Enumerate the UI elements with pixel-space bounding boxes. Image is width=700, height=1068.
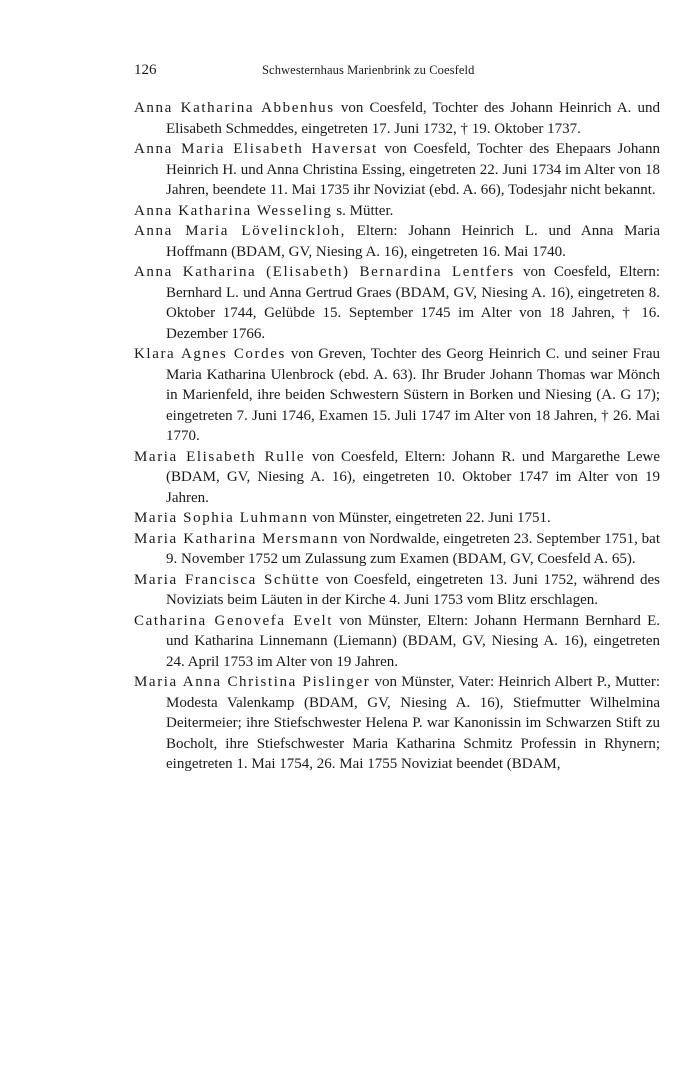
list-item bbox=[134, 611, 660, 673]
list-item bbox=[134, 508, 660, 529]
entry-text: von Greven, Tochter des Georg Heinrich C. und seiner Frau Maria Katharina Ulenbrock (ebd. A. 63). Ihr Bruder Johann Thomas war Mönch in Marienfeld, ihre beiden Schwestern Süstern in Borken und Niesing (A. G 17); eingetreten 7. Juni 1746, Examen 15. Juli 1747 im Alter von 18 Jahren, † 26. Mai 1770. bbox=[166, 346, 661, 444]
entry-text: von Coesfeld, Tochter des Ehepaars Johann Heinrich H. und Anna Christina Essing, eingetreten 22. Juni 1734 im Alter von 18 Jahren, beendete 11. Mai 1735 ihr Noviziat (ebd. A. 66), Todesjahr nicht bekannt. bbox=[166, 141, 660, 198]
entry-list bbox=[134, 98, 660, 775]
entry-name: Anna Maria Elisabeth Haversat bbox=[134, 141, 378, 157]
entry-text: von Coesfeld, eingetreten 13. Juni 1752, während des Noviziats beim Läuten in der Kirche 4. Juni 1753 vom Blitz erschlagen. bbox=[166, 571, 660, 608]
entry-name: Anna Maria Lövelinckloh, bbox=[134, 223, 346, 239]
page-number: 126 bbox=[134, 62, 157, 78]
entry-text: s. Mütter. bbox=[332, 202, 394, 219]
page-header bbox=[134, 60, 660, 80]
entry-text: von Coesfeld, Tochter des Johann Heinrich A. und Elisabeth Schmeddes, eingetreten 17. Juni 1732, † 19. Oktober 1737. bbox=[166, 100, 660, 137]
entry-text: von Münster, Vater: Heinrich Albert P., Mutter: Modesta Valenkamp (BDAM, GV, Niesing A. 16), Stiefmutter Wilhelmina Deitermeier; ihre Stiefschwester Helena P. war Kanonissin im Schwarzen Stift zu Bocholt, ihre Stiefschwester Maria Katharina Schmitz Professin in Rhynern; eingetreten 1. Mai 1754, 26. Mai 1755 Noviziat beendet (BDAM, bbox=[166, 674, 660, 772]
list-item bbox=[134, 447, 660, 509]
list-item bbox=[134, 529, 660, 570]
list-item bbox=[134, 201, 660, 222]
list-item bbox=[134, 672, 660, 775]
entry-name: Maria Francisca Schütte bbox=[134, 571, 321, 588]
entry-text: von Coesfeld, Eltern: Bernhard L. und Anna Gertrud Graes (BDAM, GV, Niesing A. 16), eingetreten 8. Oktober 1744, Gelübde 15. September 1745 im Alter von 18 Jahren, † 16. Dezember 1766. bbox=[166, 264, 660, 342]
entry-name: Maria Katharina Mersmann bbox=[134, 530, 340, 547]
entry-text: von Münster, Eltern: Johann Hermann Bernhard E. und Katharina Linnemann (Liemann) (BDAM, GV, Niesing A. 16), eingetreten 24. April 1753 im Alter von 19 Jahren. bbox=[166, 612, 660, 670]
list-item bbox=[134, 98, 660, 139]
running-title: Schwesternhaus Marienbrink zu Coesfeld bbox=[262, 63, 475, 77]
list-item bbox=[134, 139, 660, 201]
list-item bbox=[134, 221, 660, 262]
entry-name: Maria Sophia Luhmann bbox=[134, 510, 309, 526]
list-item bbox=[134, 262, 660, 344]
entry-text: von Nordwalde, eingetreten 23. September 1751, bat 9. November 1752 um Zulassung zum Examen (BDAM, GV, Coesfeld A. 65). bbox=[166, 530, 660, 567]
entry-name: Catharina Genovefa Evelt bbox=[134, 612, 334, 629]
entry-name: Klara Agnes Cordes bbox=[134, 346, 286, 362]
entry-text: von Coesfeld, Eltern: Johann R. und Margarethe Lewe (BDAM, GV, Niesing A. 16), eingetreten 10. Oktober 1747 im Alter von 19 Jahren. bbox=[166, 448, 660, 506]
entry-name: Maria Anna Christina Pislinger bbox=[134, 674, 371, 690]
entry-name: Maria Elisabeth Rulle bbox=[134, 448, 306, 465]
entry-name: Anna Katharina Wesseling bbox=[134, 202, 333, 219]
list-item bbox=[134, 344, 660, 447]
list-item bbox=[134, 570, 660, 611]
entry-name: Anna Katharina Abbenhus bbox=[134, 100, 335, 116]
entry-text: Eltern: Johann Heinrich L. und Anna Maria Hoffmann (BDAM, GV, Niesing A. 16), eingetreten 16. Mai 1740. bbox=[166, 223, 660, 260]
entry-text: von Münster, eingetreten 22. Juni 1751. bbox=[308, 510, 551, 526]
entry-name: Anna Katharina (Elisabeth) Bernardina Lentfers bbox=[134, 264, 515, 280]
